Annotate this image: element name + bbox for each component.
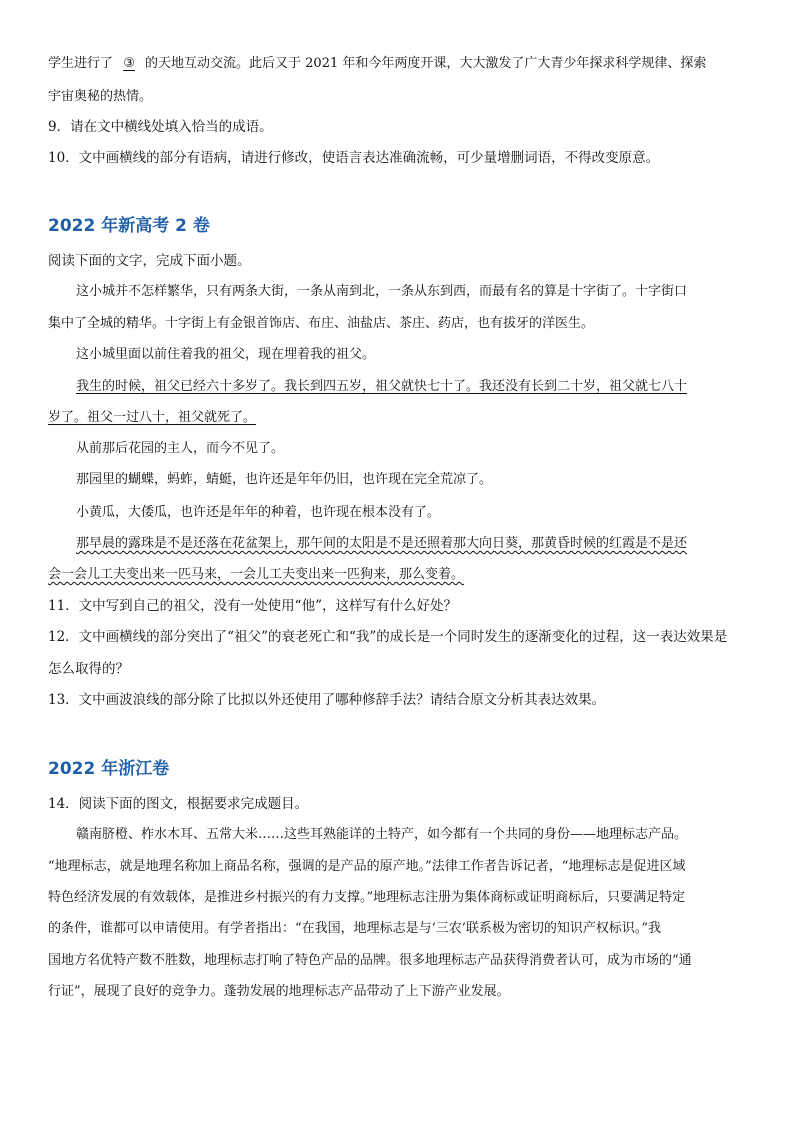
passage-line: 小黄瓜，大倭瓜，也许还是年年的种着，也许现在根本没有了。 <box>76 505 441 520</box>
passage-line: 这小城并不怎样繁华，只有两条大街，一条从南到北，一条从东到西，而最有名的算是十字街了。十字街口 <box>76 284 688 299</box>
passage-line: 赣南脐橙、柞水木耳、五常大米……这些耳熟能详的土特产，如今都有一个共同的身份——地理标志产品。 <box>76 827 688 842</box>
passage-line: 行证”，展现了良好的竞争力。蓬勃发展的地理标志产品带动了上下游产业发展。 <box>48 984 510 999</box>
question-12: 12．文中画横线的部分突出了“祖父”的衰老死亡和“我”的成长是一个同时发生的逐渐变化的过程，这一表达效果是 <box>48 629 728 645</box>
question-13: 13．文中画波浪线的部分除了比拟以外还使用了哪种修辞手法？请结合原文分析其表达效果。 <box>48 692 606 708</box>
passage-line: 那园里的蝴蝶，蚂蚱，蜻蜓，也许还是年年仍旧，也许现在完全荒凉了。 <box>76 472 493 487</box>
question-11: 11．文中写到自己的祖父，没有一处使用“他”，这样写有什么好处？ <box>48 598 457 614</box>
question-10: 10．文中画横线的部分有语病，请进行修改，使语言表达准确流畅，可少量增删词语，不得改变原意。 <box>48 150 660 166</box>
section-heading: 2022 年浙江卷 <box>48 759 170 779</box>
passage-line: 国地方名优特产数不胜数，地理标志打响了特色产品的品牌。很多地理标志产品获得消费者认可，成为市场的“通 <box>48 953 692 968</box>
wavy-underlined-passage-line: 会一会儿工夫变出来一匹马来，一会儿工夫变出来一匹狗来，那么变着。 <box>48 567 465 582</box>
fill-blank: ③ <box>123 56 135 71</box>
section-heading: 2022 年新高考 2 卷 <box>48 216 210 236</box>
passage-text: 的天地互动交流。此后又于 2021 年和今年两度开课，大大激发了广大青少年探求科学规律、探索 <box>145 56 707 71</box>
passage-line: 从前那后花园的主人，而今不见了。 <box>76 441 285 456</box>
question-12-cont: 怎么取得的？ <box>48 661 129 677</box>
passage-line: 这小城里面以前住着我的祖父，现在埋着我的祖父。 <box>76 347 376 362</box>
underlined-passage-line: 我生的时候，祖父已经六十多岁了。我长到四五岁，祖父就快七十了。我还没有长到二十岁，祖父就七八十 <box>76 379 688 394</box>
passage-line: 集中了全城的精华。十字街上有金银首饰店、布庄、油盐店、茶庄、药店，也有拔牙的洋医生。 <box>48 316 595 331</box>
passage-line: 的条件，谁都可以申请使用。有学者指出：“在我国，地理标志是与‘三农’联系极为密切的知识产权标识。”我 <box>48 921 662 936</box>
passage-line: 宇宙奥秘的热情。 <box>48 89 153 104</box>
passage-line: “地理标志，就是地理名称加上商品名称，强调的是产品的原产地。”法律工作者告诉记者，“地理标志是促进区域 <box>48 859 686 874</box>
underlined-passage-line: 岁了。祖父一过八十，祖父就死了。 <box>48 410 257 425</box>
passage-line: 特色经济发展的有效载体，是推进乡村振兴的有力支撑。”地理标志注册为集体商标或证明商标后，只要满足特定 <box>48 890 686 905</box>
instruction-text: 阅读下面的文字，完成下面小题。 <box>48 253 251 269</box>
question-14: 14．阅读下面的图文，根据要求完成题目。 <box>48 796 309 812</box>
question-9: 9．请在文中横线处填入恰当的成语。 <box>48 119 273 135</box>
passage-line <box>48 54 706 74</box>
passage-text: 学生进行了 <box>48 56 114 71</box>
wavy-underlined-passage-line: 那早晨的露珠是不是还落在花盆架上，那午间的太阳是不是还照着那大向日葵，那黄昏时候的红霞是不是还 <box>76 536 688 551</box>
